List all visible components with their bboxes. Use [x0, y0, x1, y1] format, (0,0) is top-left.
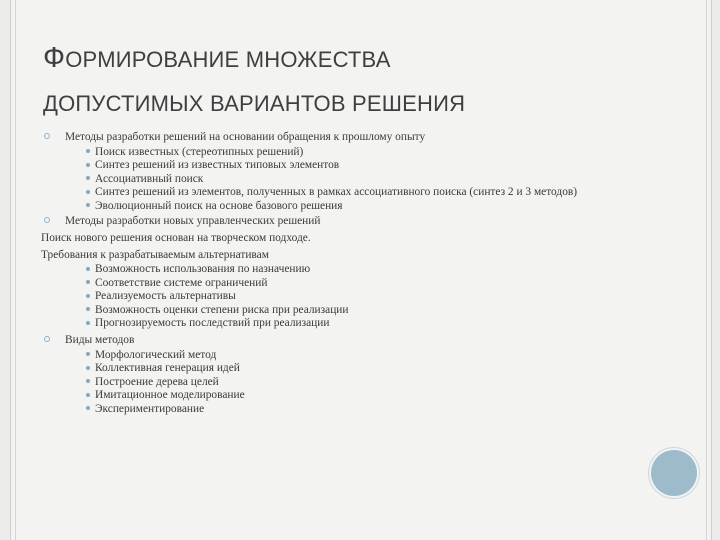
list-item: Соответствие системе ограничений: [41, 277, 601, 289]
list-item: Морфологический метод: [41, 349, 601, 361]
bullet-dot-icon: [86, 393, 90, 397]
bullet-dot-icon: [86, 203, 90, 207]
bullet-dot-icon: [86, 176, 90, 180]
ring-bullet-icon: [44, 217, 50, 223]
section-label: Виды методов: [65, 334, 135, 346]
bullet-dot-icon: [86, 307, 90, 311]
list-item: Ассоциативный поиск: [41, 173, 601, 185]
decorative-circle-icon: [651, 450, 697, 496]
bullet-dot-icon: [86, 379, 90, 383]
slide-content: [41, 128, 601, 415]
section-label: Методы разработки решений на основании обращения к прошлому опыту: [65, 131, 426, 143]
ring-bullet-icon: [44, 336, 50, 342]
list-item: Прогнозируемость последствий при реализации: [41, 317, 601, 329]
section-new-methods: [41, 214, 601, 228]
section-past-experience: [41, 130, 601, 144]
right-border-line: [706, 0, 707, 540]
bullet-dot-icon: [86, 267, 90, 271]
slide: [10, 0, 712, 540]
list-item: Построение дерева целей: [41, 376, 601, 388]
bullet-dot-icon: [86, 294, 90, 298]
bullet-dot-icon: [86, 366, 90, 370]
bullet-dot-icon: [86, 406, 90, 410]
section-method-types: [41, 333, 601, 347]
slide-title: [43, 36, 683, 126]
bullet-dot-icon: [86, 352, 90, 356]
bullet-dot-icon: [86, 163, 90, 167]
title-line1: ОРМИРОВАНИЕ МНОЖЕСТВА: [65, 47, 391, 72]
list-item: Синтез решений из известных типовых элементов: [41, 159, 601, 171]
left-border-line: [15, 0, 16, 540]
list-item: Экспериментирование: [41, 403, 601, 415]
ring-bullet-icon: [44, 133, 50, 139]
title-line2: ДОПУСТИМЫХ ВАРИАНТОВ РЕШЕНИЯ: [43, 91, 466, 116]
section-label: Методы разработки новых управленческих решений: [65, 214, 321, 227]
list-item: Возможность использования по назначению: [41, 263, 601, 275]
requirements-heading: Требования к разрабатываемым альтернативам: [41, 248, 269, 261]
list-item: Коллективная генерация идей: [41, 362, 601, 374]
list-item: Имитационное моделирование: [41, 389, 601, 401]
bullet-dot-icon: [86, 280, 90, 284]
bullet-dot-icon: [86, 321, 90, 325]
title-first-letter: Ф: [43, 42, 66, 74]
list-item: Реализуемость альтернативы: [41, 290, 601, 302]
bullet-dot-icon: [86, 149, 90, 153]
list-item: Синтез решений из элементов, полученных в рамках ассоциативного поиска (синтез 2 и 3 методов): [41, 186, 601, 198]
list-item: Эволюционный поиск на основе базового решения: [41, 200, 601, 212]
bullet-dot-icon: [86, 190, 90, 194]
creative-approach-text: Поиск нового решения основан на творческом подходе.: [41, 231, 311, 244]
list-item: Поиск известных (стереотипных решений): [41, 146, 601, 158]
list-item: Возможность оценки степени риска при реализации: [41, 304, 601, 316]
